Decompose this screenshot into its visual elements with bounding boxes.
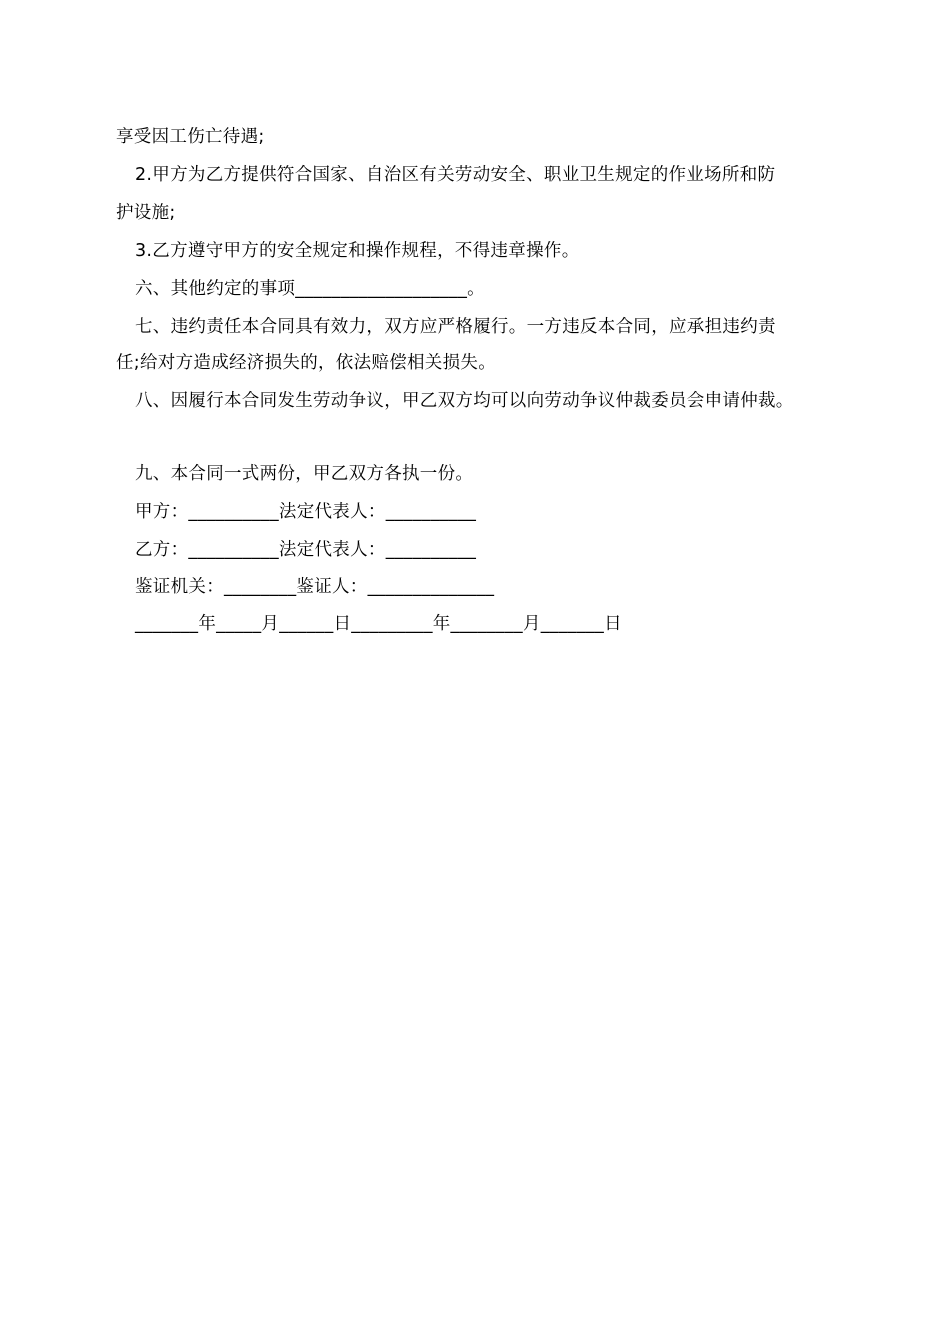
section-7-continued: 任;给对方造成经济损失的，依法赔偿相关损失。 xyxy=(116,353,496,373)
authentication-signature: 鉴证机关：________鉴证人：______________ xyxy=(135,577,495,597)
section-9-copies: 九、本合同一式两份，甲乙双方各执一份。 xyxy=(135,464,474,484)
date-line: _______年_____月______日_________年________月_______日 xyxy=(135,614,622,634)
clause-2-line: 2.甲方为乙方提供符合国家、自治区有关劳动安全、职业卫生规定的作业场所和防 xyxy=(135,165,776,185)
clause-2-continued: 护设施; xyxy=(116,203,176,223)
section-6-other-matters: 六、其他约定的事项___________________。 xyxy=(135,279,485,299)
paragraph-line: 享受因工伤亡待遇; xyxy=(116,127,265,147)
section-8-disputes: 八、因履行本合同发生劳动争议，甲乙双方均可以向劳动争议仲裁委员会申请仲裁。 xyxy=(135,391,794,411)
clause-3-line: 3.乙方遵守甲方的安全规定和操作规程，不得违章操作。 xyxy=(135,241,580,261)
party-b-signature: 乙方：__________法定代表人：__________ xyxy=(135,540,477,560)
section-7-liability: 七、违约责任本合同具有效力，双方应严格履行。一方违反本合同，应承担违约责 xyxy=(135,317,776,337)
party-a-signature: 甲方：__________法定代表人：__________ xyxy=(135,502,477,522)
